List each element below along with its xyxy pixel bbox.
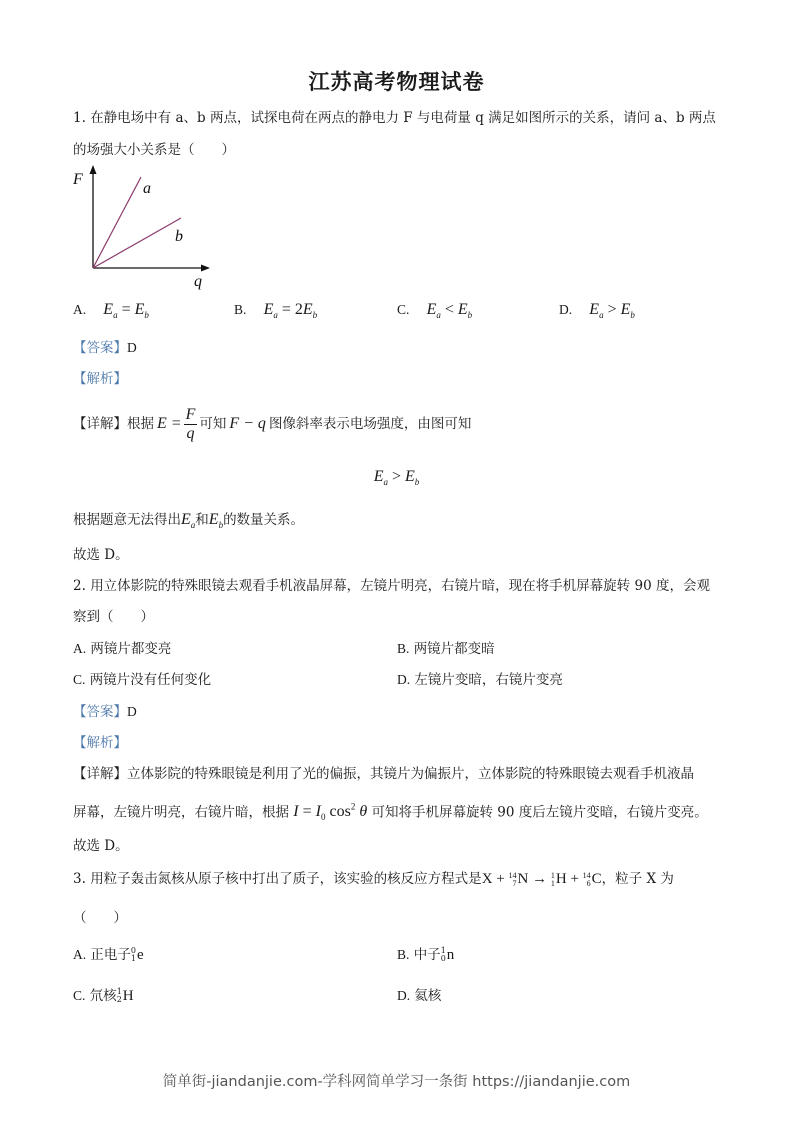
formula-fraction: $\frac{F}{q}$ [185, 405, 196, 442]
q2-detail-line1: 【详解】立体影院的特殊眼镜是利用了光的偏振，其镜片为偏振片，立体影院的特殊眼镜去观看手机液晶 [73, 766, 694, 782]
q1-answer [73, 338, 137, 358]
answer-value: D [127, 704, 137, 719]
q1-detail-line3: 根据题意无法得出$E_a$和$E_b$的数量关系。 [73, 511, 305, 531]
q1-stem-line1: 1. 在静电场中有 a、b 两点，试探电荷在两点的静电力 F 与电荷量 q 满足如图所示的关系，请问 a、b 两点 [73, 110, 716, 126]
q3-option-c[interactable]: C. 氘核 1 2 H [73, 987, 134, 1004]
answer-tag: 【答案】 [73, 704, 127, 720]
x-axis [93, 265, 210, 272]
q1-option-a[interactable]: A. $E_a = E_b$ [73, 301, 149, 321]
q1-option-d[interactable]: D. $E_a > E_b$ [559, 301, 635, 321]
answer-tag: 【答案】 [73, 340, 127, 356]
y-axis [90, 165, 97, 268]
malus-law-formula: $I = I_0$ $\cos^2 \theta$ [293, 802, 368, 823]
q1-center-equation: $E_a > E_b$ [373, 468, 420, 488]
q1-option-b[interactable]: B. $E_a = 2E_b$ [234, 301, 318, 321]
q2-detail-line2: 屏幕，左镜片明亮，右镜片暗，根据 $I = I_0$ $\cos^2 \theta$ 可知将手机屏幕旋转 90 度后左镜片变暗，右镜片变亮。 [73, 802, 708, 823]
q2-option-c[interactable]: C. 两镜片没有任何变化 [73, 672, 212, 688]
detail-tag: 【详解】 [73, 416, 127, 432]
q1-detail-line1: 【详解】 根据 E = $\frac{F}{q}$ 可知 F − q 图像斜率表示电场强度，由图可知 [73, 405, 472, 442]
q2-stem-line2: 察到（ ） [73, 609, 154, 625]
q2-analysis-tag: 【解析】 [73, 735, 127, 751]
q1-conclusion: 故选 D。 [73, 547, 129, 563]
q1-stem-line2: 的场强大小关系是（ ） [73, 142, 235, 158]
q2-option-d[interactable]: D. 左镜片变暗，右镜片变亮 [397, 672, 563, 688]
x-axis-label: q [194, 273, 202, 290]
detail-tag: 【详解】 [73, 766, 127, 782]
q2-conclusion: 故选 D。 [73, 838, 129, 854]
nuclear-equation: X + 14 7 N → 1 1 H + 14 6 C [481, 870, 602, 888]
q2-stem-line1: 2. 用立体影院的特殊眼镜去观看手机液晶屏幕，左镜片明亮，右镜片暗，现在将手机屏幕旋转 90 度，会观 [73, 578, 710, 594]
q3-option-d[interactable]: D. 氦核 [397, 988, 442, 1004]
answer-value: D [127, 340, 137, 355]
q2-option-a[interactable]: A. 两镜片都变亮 [73, 641, 172, 657]
line-a-label: a [143, 180, 151, 197]
q3-stem-line2: （ ） [73, 910, 127, 926]
q2-option-b[interactable]: B. 两镜片都变暗 [397, 641, 495, 657]
q3-option-a[interactable]: A. 正电子 0 1 e [73, 946, 144, 963]
y-axis-label: F [73, 171, 83, 188]
line-b-label: b [175, 228, 183, 245]
footer-watermark: 简单街-jiandanjie.com-学科网简单学习一条街 https://jiandanjie.com [162, 1074, 631, 1090]
q3-stem-line1: 3. 用粒子轰击氮核从原子核中打出了质子，该实验的核反应方程式是 X + 14 7 N → 1 1 H + 14 6 C ，粒子 X 为 [73, 870, 674, 888]
q1-option-c[interactable]: C. $E_a < E_b$ [397, 301, 473, 321]
q3-option-b[interactable]: B. 中子 1 0 n [397, 946, 455, 963]
page-title: 江苏高考物理试卷 [308, 69, 485, 94]
q2-answer [73, 702, 137, 722]
f-q-graph [65, 160, 225, 290]
q1-analysis-tag: 【解析】 [73, 371, 127, 387]
